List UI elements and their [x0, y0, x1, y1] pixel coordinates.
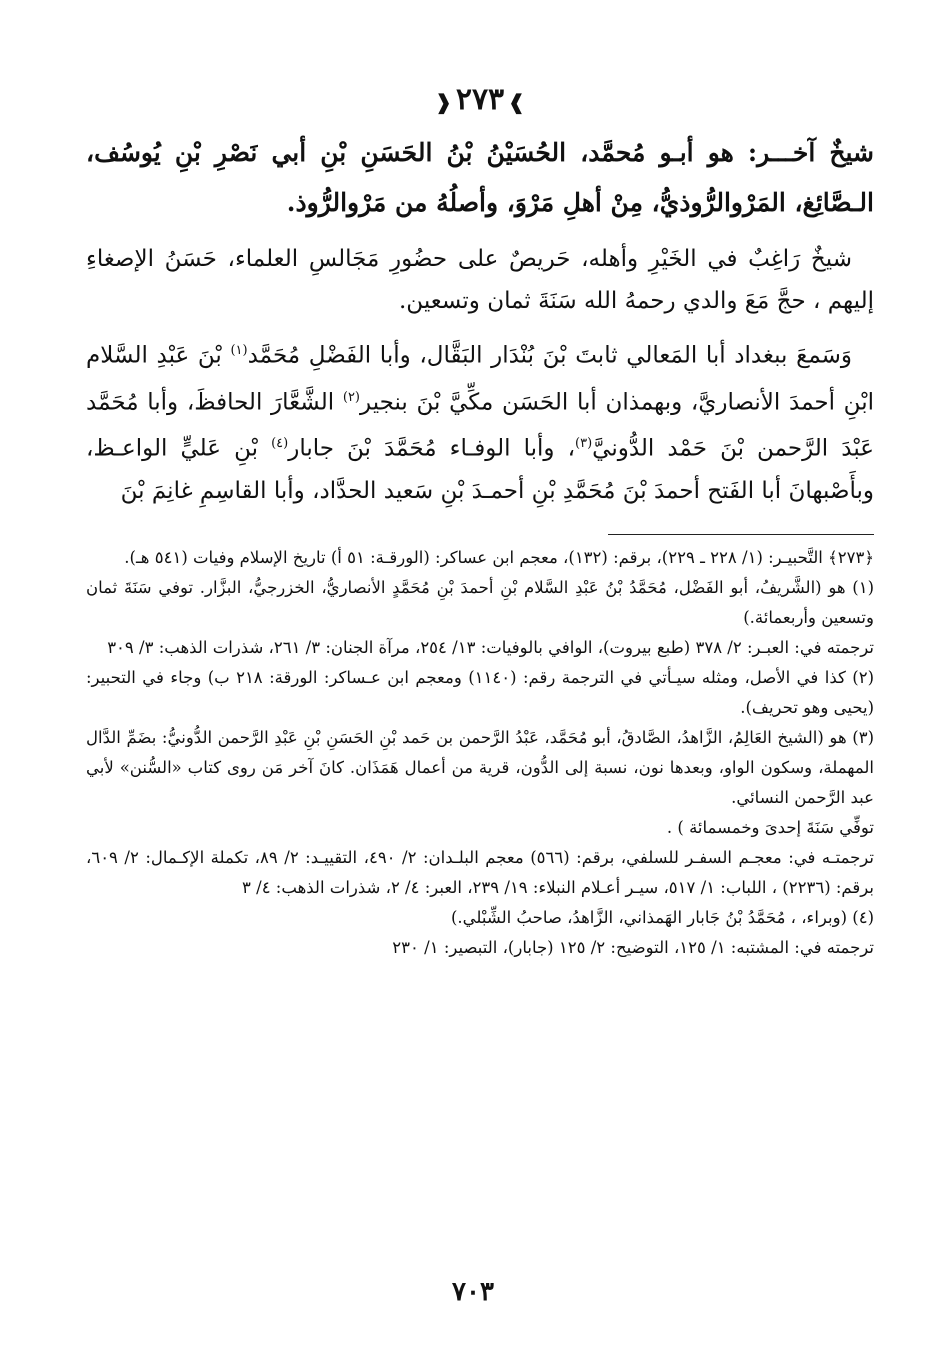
ornament-right: ❱ [508, 90, 525, 114]
note-ref-2: (٢) [342, 389, 360, 405]
paragraph-segment: الشَّعَّارَ الحافظَ، وأبا مُحَمَّد عَبْدَ الرَّحمن بْنَ حَمْد الدُّونيَّ [86, 389, 874, 462]
footnote-1-refs: ترجمته في: العبـر: ٢/ ٣٧٨ (طبع بيروت)، الوافي بالوفيات: ١٣/ ٢٥٤، مرآة الجنان: ٣/ ٢٦١، شذرات الذهب: ٣/ ٣٠٩ [107, 637, 874, 657]
entry-number-text: ٢٧٣ [455, 82, 505, 117]
paragraph-segment: بْنِ عَليٍّ الواعـظ، وبأَصْبهانَ أبا الفَتح أحمدَ بْنَ مُحَمَّدِ بْنِ أحمـدَ بْنِ سَعيد الحدَّاد، وأبا القاسِمِ غانِمَ بْنَ [86, 435, 874, 504]
paragraph-teachers [86, 330, 874, 512]
entry-heading: شيخٌ آخـــر: هو أبـو مُحمَّد، الحُسَيْنُ بْنُ الحَسَنِ بْنِ أبي نَصْرِ بْنِ يُوسُف، الـصَّائِغ، المَرْوالرُّوذيُّ، مِنْ أهلِ مَرْوَ، وأصلُهُ من مَرْوالرُّوذ. [86, 138, 874, 217]
footnote-3-death: توفِّي سَنَةَ إحدىَ وخمسمائة ) . [666, 817, 874, 837]
page-number: ٧٠٣ [452, 1277, 494, 1307]
note-ref-1: (١) [230, 343, 248, 358]
paragraph-description: شيخٌ رَاغِبٌ في الخَيْرِ وأهله، حَريصٌ على حضُورِ مَجَالسِ العلماء، حَسَنُ الإصغاءِ إليهم ، حجَّ مَعَ والدي رحمهُ الله سَنَةَ ثمان وتسعين. [86, 246, 874, 314]
footnotes [86, 543, 874, 963]
paragraph-segment: وَسَمعَ ببغداد أبا المَعالي ثابتَ بْنَ بُنْدَار البَقَّال، وأبا الفَضْلِ مُحَمَّد [247, 342, 852, 369]
entry-number [86, 78, 874, 122]
footnote-3: (٣) هو (الشيخ العَالِمُ، الزَّاهدُ، الصَّادقُ، أبو مُحَمَّد، عَبْدُ الرَّحمن بن حَمد بْنِ الحَسَنِ بْنِ عَبْدِ الرَّحمن الدُّونيُّ: بضَمِّ الدَّال المهملة، وسكون الواو، وبعدها نون، نسبة إلى الدُّون، قرية من أعمال هَمَذَان. كانَ آخر مَن روى كتاب «السُّنن» لأبي عبد الرَّحمن النسائي. [86, 727, 874, 807]
footnote-3-refs: ترجمتـه في: معجـم السفـر للسلفي، برقم: (٥٦٦) معجم البلـدان: ٢/ ٤٩٠، التقييـد: ٢/ ٨٩، تكملة الإكـمال: ٢/ ٦٠٩، برقم: (٢٢٣٦) ، اللباب: ١/ ٥١٧، سيـر أعـلام النبلاء: ١٩/ ٢٣٩، العبر: ٤/ ٢، شذرات الذهب: ٤/ ٣ [86, 847, 875, 897]
note-ref-4: (٤) [271, 436, 289, 452]
paragraph-segment: ، وأبا الوفـاء مُحَمَّدَ بْنَ جابار [288, 435, 576, 462]
note-ref-3: (٣) [575, 436, 593, 452]
footnote-2: (٢) كذا في الأصل، ومثله سيـأتي في الترجمة رقم: (١١٤٠) ومعجم ابن عـساكر: الورقة: ٢١٨ ب) وجاء في التحبير: (يحيى وهو تحريف). [86, 667, 874, 717]
footnote-1: (١) هو (الشَّريفُ، أبو الفَضْل، مُحَمَّدُ بْنُ عَبْدِ السَّلام بْنِ أحمدَ بْنِ مُحَمَّدٍ الأنصاريُّ، الخزرجيُّ، البزَّار. توفي سَنَةَ ثمان وتسعين وأربعمائة.) [86, 577, 874, 627]
footnote-4: (٤) (وبراء، ، مُحَمَّدُ بْنُ جَابار الهَمذاني، الزَّاهدُ، صاحبُ الشِّبْلي.) [450, 907, 874, 927]
paragraph-segment: بْنَ عَبْدِ السَّلام ابْنِ أحمدَ الأنصاريَّ، وبهمذان أبا الحَسَن مكِّيَّ بْنَ بنجير [86, 342, 874, 416]
footnote-source: ﴿٢٧٣﴾ التَّحبيـر: (١/ ٢٢٨ ـ ٢٢٩)، برقم: (١٣٢)، معجم ابن عساكر: (الورقـة: ٥١ أ) تاريخ الإسلام وفيات (٥٤١ هـ). [124, 547, 874, 567]
footnote-4-refs: ترجمته في: المشتبه: ١/ ١٢٥، التوضيح: ٢/ ١٢٥ (جابار)، التبصير: ١/ ٢٣٠ [392, 937, 874, 957]
footnote-divider [608, 534, 874, 535]
ornament-left: ❰ [435, 90, 452, 114]
